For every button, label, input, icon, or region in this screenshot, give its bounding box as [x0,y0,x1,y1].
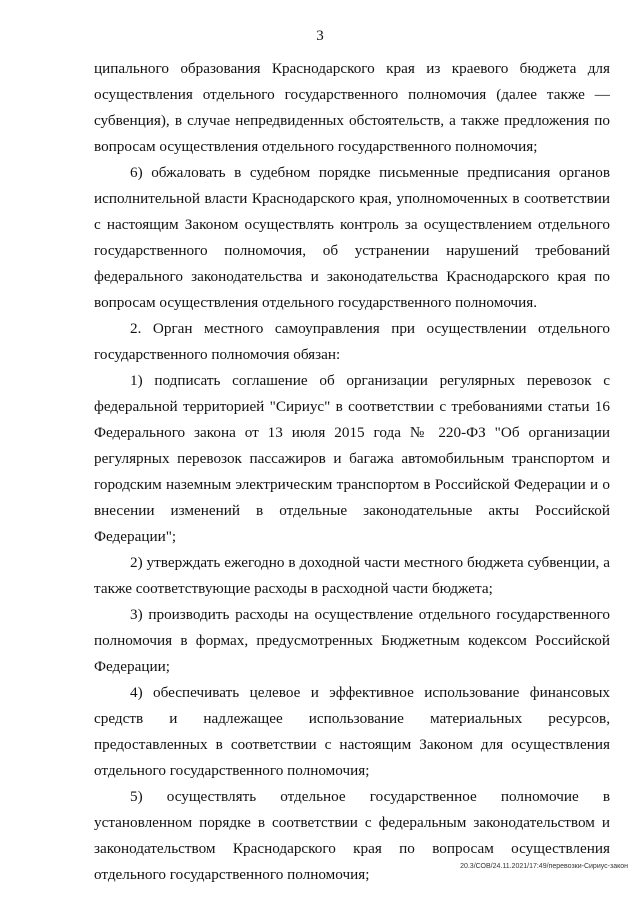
paragraph-item-4: 4) обеспечивать целевое и эффективное использование финансовых средств и надлежащее использование материальных ресурсов, предоставленных в соответствии с настоящим Законом для осуществления отдельного государственного полномочия; [94,684,610,779]
footer-document-code: 20.3/СОВ/24.11.2021/17:49/перевозки-Сириус-закон [460,863,628,870]
paragraph-section-2: 2. Орган местного самоуправления при осуществлении отдельного государственного полномочия обязан: [94,320,610,363]
document-body [94,56,610,888]
paragraph-item-1: 1) подписать соглашение об организации регулярных перевозок с федеральной территорией "Сириус" в соответствии с требованиями статьи 16 Федерального закона от 13 июля 2015 года № 220-ФЗ "Об организации регулярных перевозок пассажиров и багажа автомобильным транспортом и городским наземным электрическим транспортом в Российской Федерации и о внесении изменений в отдельные законодательные акты Российской Федерации"; [94,372,610,545]
paragraph-item-6: 6) обжаловать в судебном порядке письменные предписания органов исполнительной власти Краснодарского края, уполномоченных в соответствии с настоящим Законом осуществлять контроль за осуществлением отдельного государственного полномочия, об устранении нарушений требований федерального законодательства и законодательства Краснодарского края по вопросам осуществления отдельного государственного полномочия. [94,164,610,311]
paragraph-item-3: 3) производить расходы на осуществление отдельного государственного полномочия в формах, предусмотренных Бюджетным кодексом Российской Федерации; [94,606,610,675]
paragraph-item-2: 2) утверждать ежегодно в доходной части местного бюджета субвенции, а также соответствующие расходы в расходной части бюджета; [94,554,610,597]
paragraph-item-5: 5) осуществлять отдельное государственное полномочие в установленном порядке в соответствии с федеральным законодательством и законодательством Краснодарского края по вопросам осуществления отдельного государственного полномочия; [94,788,610,883]
page-number: 3 [316,28,324,44]
paragraph-continuation: ципального образования Краснодарского края из краевого бюджета для осуществления отдельного государственного полномочия (далее также — субвенция), в случае непредвиденных обстоятельств, а также предложения по вопросам осуществления отдельного государственного полномочия; [94,60,610,155]
